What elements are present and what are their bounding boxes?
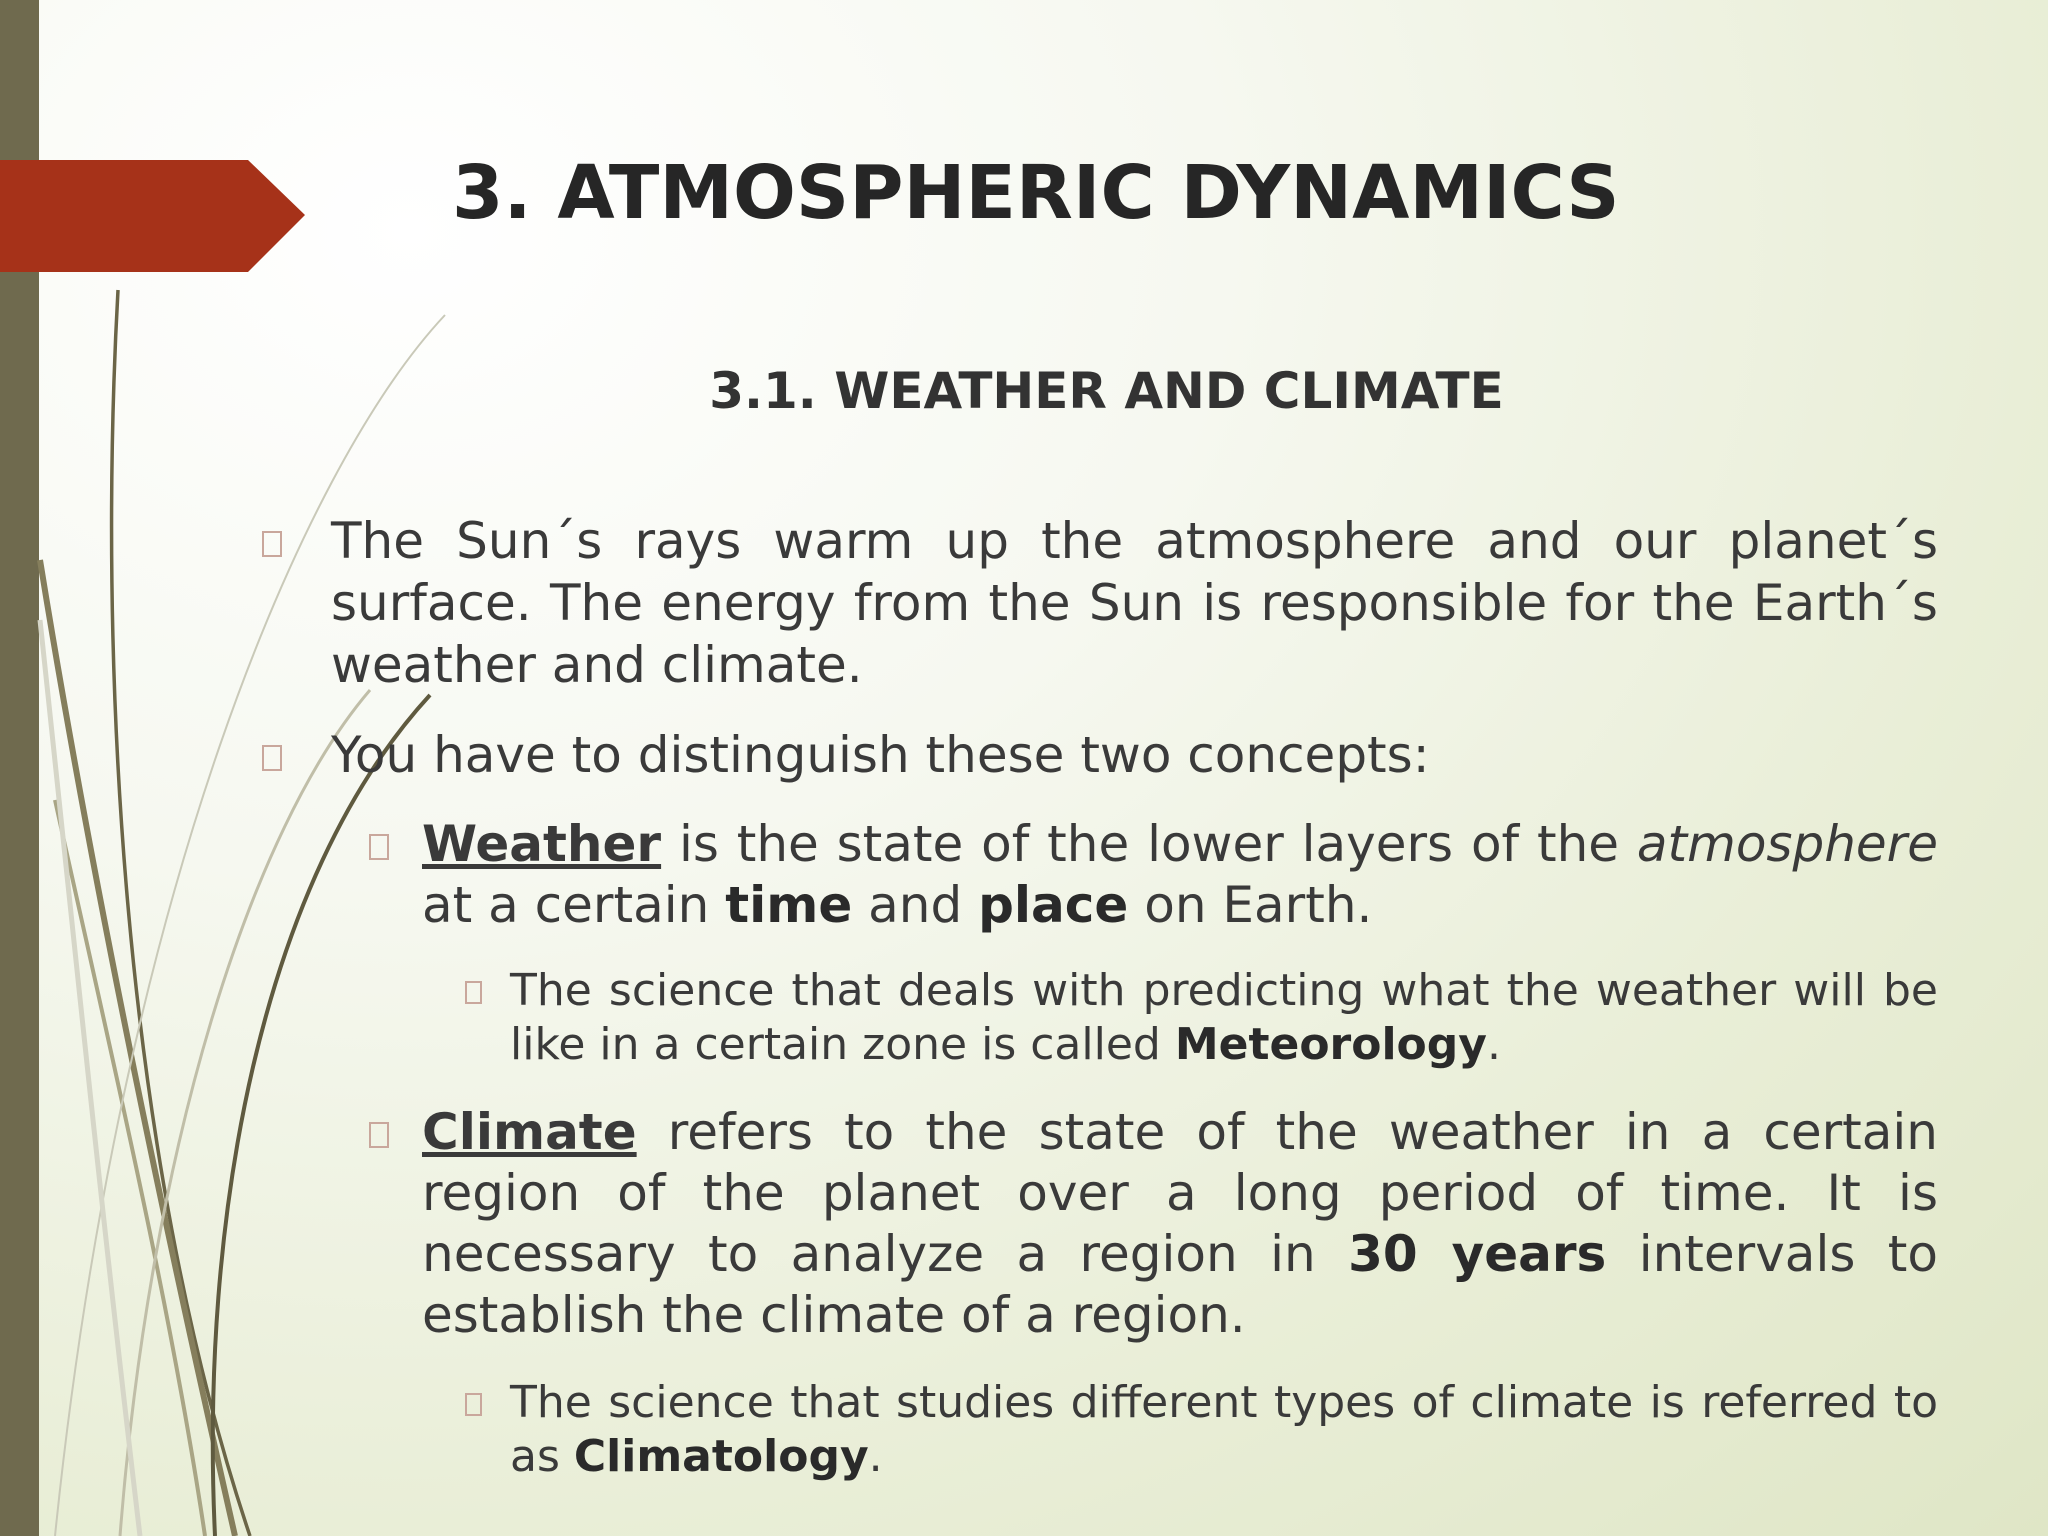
weather-bold-time: time (725, 876, 853, 934)
bullet-sun-energy (331, 510, 1938, 696)
meteorology-term: Meteorology (1174, 1019, 1487, 1070)
square-bullet-icon (465, 1393, 482, 1416)
weather-bold-place: place (978, 876, 1129, 934)
climate-term: Climate (422, 1103, 637, 1161)
bullet-text: You have to distinguish these two concepts: (331, 726, 1430, 784)
square-bullet-icon (465, 981, 482, 1004)
square-bullet-icon (262, 745, 282, 771)
weather-text-3: and (852, 876, 979, 934)
square-bullet-icon (369, 1122, 389, 1148)
climatology-text-1: The science that studies different types of climate is referred to as (510, 1377, 1938, 1482)
bullet-distinguish-concepts (331, 724, 1938, 786)
bullet-weather-definition (422, 814, 1938, 936)
bullet-climate-definition (422, 1102, 1938, 1346)
climate-text-1: refers to the state of the weather in a certain region of the planet over a long period of time. It is necessary to analyze a region in (422, 1103, 1938, 1283)
bullet-text: The Sun´s rays warm up the atmosphere and our planet´s surface. The energy from the Sun is responsible for the Earth´s weather and climate. (331, 512, 1938, 694)
climatology-term: Climatology (573, 1431, 869, 1482)
weather-text-2: at a certain (422, 876, 726, 934)
square-bullet-icon (262, 531, 282, 557)
meteorology-text-2: . (1486, 1019, 1501, 1070)
bullet-climatology (510, 1376, 1938, 1484)
bullet-meteorology (510, 964, 1938, 1072)
climate-bold-years: 30 years (1348, 1225, 1607, 1283)
title-arrow-shape (0, 0, 310, 280)
weather-term: Weather (422, 815, 662, 873)
section-heading: 3.1. WEATHER AND CLIMATE (709, 362, 1504, 420)
slide-title: 3. ATMOSPHERIC DYNAMICS (452, 150, 1620, 236)
weather-text-1: is the state of the lower layers of the (661, 815, 1637, 873)
climatology-text-2: . (868, 1431, 883, 1482)
weather-text-4: on Earth. (1128, 876, 1373, 934)
climate-text-2: intervals to establish the climate of a region. (422, 1225, 1939, 1344)
weather-emphasis: atmosphere (1636, 815, 1938, 873)
square-bullet-icon (369, 834, 389, 860)
meteorology-text-1: The science that deals with predicting what the weather will be like in a certain zone is called (510, 965, 1938, 1070)
